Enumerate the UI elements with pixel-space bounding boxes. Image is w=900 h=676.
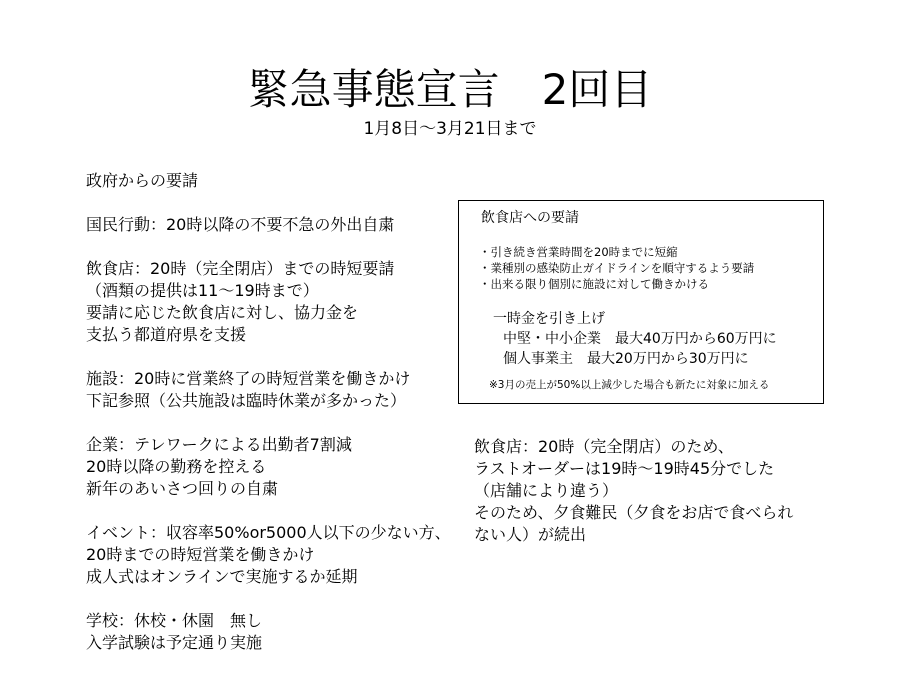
page-subtitle: 1月8日～3月21日まで — [363, 119, 537, 139]
section-events — [86, 522, 456, 588]
text-line: イベント：収容率50%or5000人以下の少ない方、 — [86, 523, 451, 542]
restaurant-request-box — [458, 200, 824, 404]
text-line: 入学試験は予定通り実施 — [86, 633, 263, 652]
text-line: 飲食店：20時（完全閉店）のため、 — [474, 437, 734, 456]
box-note: ※3月の売上が50%以上減少した場合も新たに対象に加える — [489, 379, 770, 391]
text-line: （酒類の提供は11～19時まで） — [86, 281, 319, 300]
text-line: （店舗により違う） — [474, 481, 619, 500]
box-title: 飲食店への要請 — [481, 210, 579, 226]
section-schools — [86, 610, 456, 654]
text-line: 企業：テレワークによる出勤者7割減 — [86, 435, 352, 454]
text-line: 施設：20時に営業終了の時短営業を働きかけ — [86, 369, 411, 388]
text-line: ない人）が続出 — [474, 525, 587, 544]
subsidy-line: 中堅・中小企業 最大40万円から60万円に — [503, 331, 777, 347]
text-line: 国民行動：20時以降の不要不急の外出自粛 — [86, 215, 395, 234]
last-order-note — [474, 436, 834, 546]
text-line: 支払う都道府県を支援 — [86, 325, 247, 344]
section-facilities — [86, 368, 456, 412]
bullet-item: ・出来る限り個別に施設に対して働きかける — [479, 277, 709, 291]
section-restaurants — [86, 258, 456, 346]
subsidy-block — [493, 309, 777, 369]
bullet-item: ・業種別の感染防止ガイドラインを順守するよう要請 — [479, 261, 755, 275]
text-line: 成人式はオンラインで実施するか延期 — [86, 567, 358, 586]
text-line: 下記参照（公共施設は臨時休業が多かった） — [86, 391, 407, 410]
text-line: 学校：休校・休園 無し — [86, 611, 263, 630]
bullet-item: ・引き続き営業時間を20時までに短縮 — [479, 245, 678, 259]
text-line: そのため、夕食難民（夕食をお店で食べられ — [474, 503, 794, 522]
government-requests — [86, 170, 456, 676]
bullet-list — [479, 244, 754, 292]
section-companies — [86, 434, 456, 500]
section-heading: 政府からの要請 — [86, 171, 199, 190]
subsidy-title: 一時金を引き上げ — [493, 311, 605, 327]
subsidy-line: 個人事業主 最大20万円から30万円に — [503, 351, 749, 367]
text-line: 20時以降の勤務を控える — [86, 457, 267, 476]
text-line: 要請に応じた飲食店に対し、協力金を — [86, 303, 359, 322]
text-line: 20時までの時短営業を働きかけ — [86, 545, 315, 564]
page-title: 緊急事態宣言 2回目 — [247, 65, 653, 114]
text-line: 新年のあいさつ回りの自粛 — [86, 479, 279, 498]
text-line: 飲食店：20時（完全閉店）までの時短要請 — [86, 259, 395, 278]
text-line: ラストオーダーは19時～19時45分でした — [474, 459, 775, 478]
section-public — [86, 214, 456, 236]
